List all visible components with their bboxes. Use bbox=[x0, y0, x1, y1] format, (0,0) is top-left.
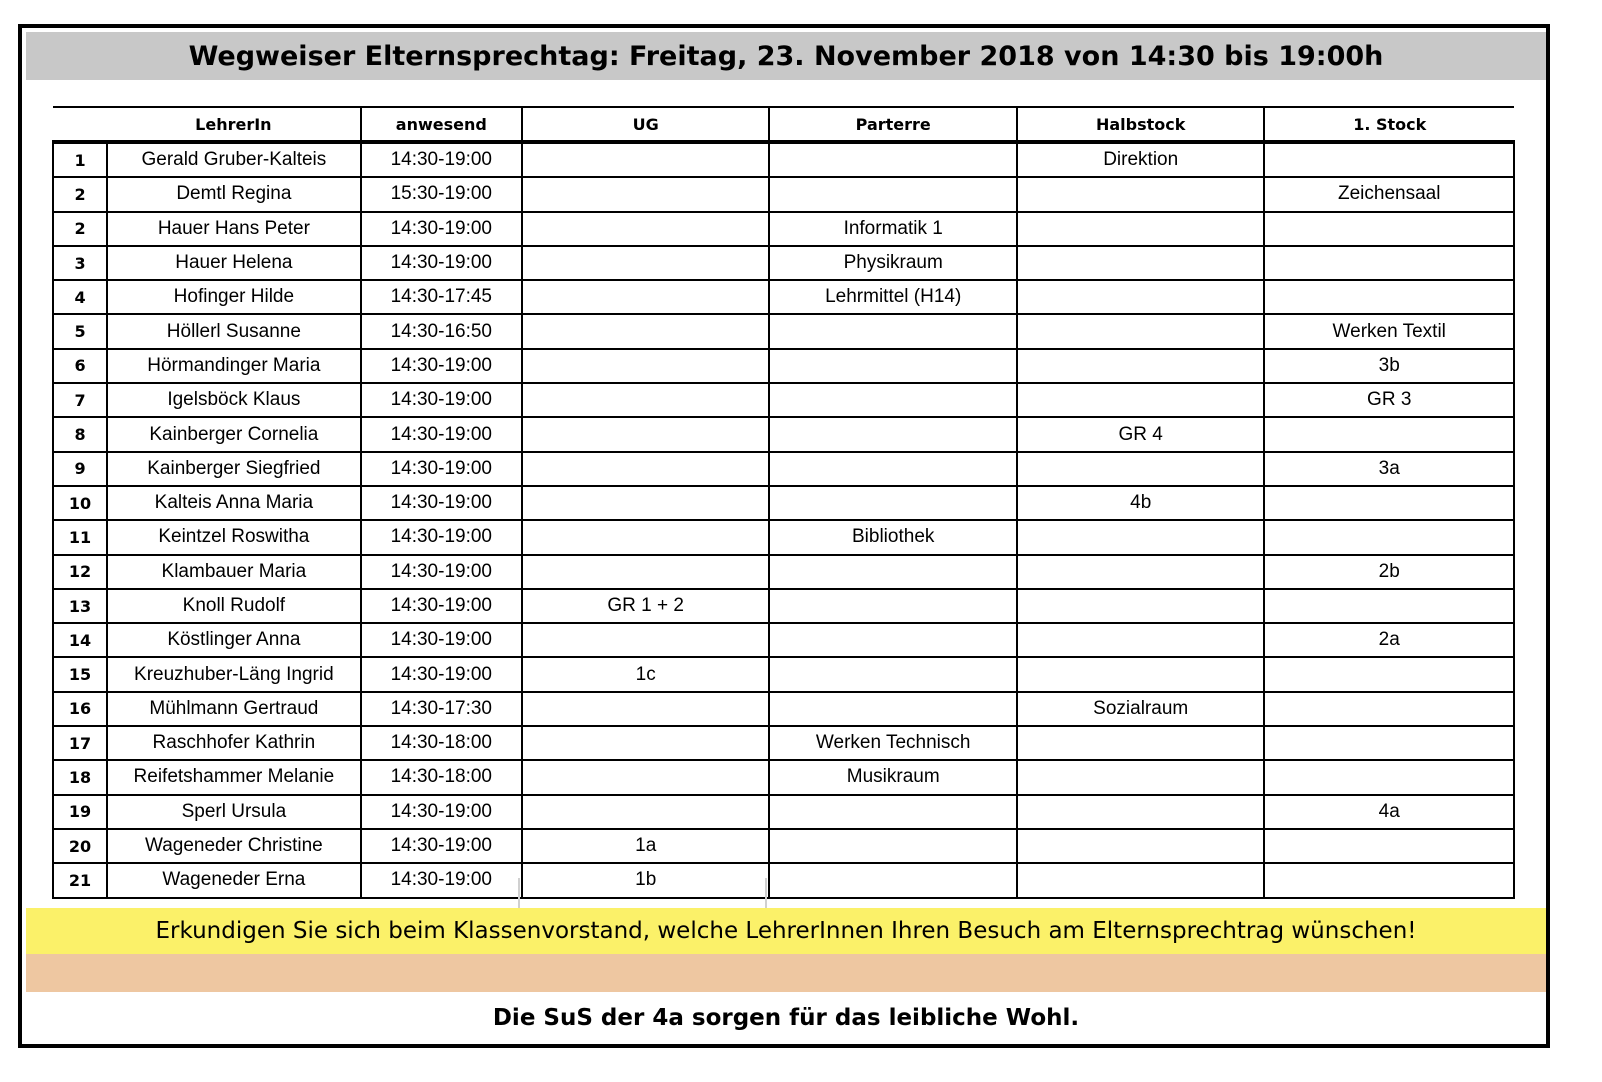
cell-parterre bbox=[769, 589, 1017, 623]
cell-nr: 4 bbox=[53, 280, 107, 314]
column-guide bbox=[765, 878, 767, 908]
cell-lehrerin: Demtl Regina bbox=[107, 177, 361, 211]
cell-nr: 5 bbox=[53, 314, 107, 348]
cell-lehrerin: Hörmandinger Maria bbox=[107, 349, 361, 383]
cell-halbstock bbox=[1017, 212, 1265, 246]
table-row bbox=[53, 212, 1514, 246]
cell-ug bbox=[522, 623, 770, 657]
cell-nr: 19 bbox=[53, 795, 107, 829]
table-row bbox=[53, 417, 1514, 451]
cell-lehrerin: Hauer Hans Peter bbox=[107, 212, 361, 246]
header-anwesend: anwesend bbox=[361, 107, 522, 142]
table-row bbox=[53, 452, 1514, 486]
cell-anwesend: 14:30-18:00 bbox=[361, 726, 522, 760]
cell-parterre bbox=[769, 142, 1017, 177]
cell-ug bbox=[522, 726, 770, 760]
cell-nr: 20 bbox=[53, 829, 107, 863]
cell-1-stock bbox=[1264, 657, 1514, 691]
cell-lehrerin: Raschhofer Kathrin bbox=[107, 726, 361, 760]
cell-halbstock: GR 4 bbox=[1017, 417, 1265, 451]
cell-parterre bbox=[769, 349, 1017, 383]
cell-ug bbox=[522, 177, 770, 211]
cell-lehrerin: Sperl Ursula bbox=[107, 795, 361, 829]
cell-ug bbox=[522, 212, 770, 246]
notice-banner bbox=[26, 908, 1546, 954]
cell-anwesend: 14:30-19:00 bbox=[361, 383, 522, 417]
cell-lehrerin: Kalteis Anna Maria bbox=[107, 486, 361, 520]
cell-halbstock bbox=[1017, 795, 1265, 829]
cell-halbstock bbox=[1017, 623, 1265, 657]
cell-anwesend: 14:30-19:00 bbox=[361, 657, 522, 691]
cell-ug bbox=[522, 555, 770, 589]
cell-parterre bbox=[769, 452, 1017, 486]
cell-parterre bbox=[769, 795, 1017, 829]
cell-halbstock bbox=[1017, 452, 1265, 486]
cell-nr: 10 bbox=[53, 486, 107, 520]
cell-halbstock bbox=[1017, 280, 1265, 314]
table-row bbox=[53, 760, 1514, 794]
cell-nr: 17 bbox=[53, 726, 107, 760]
header-lehrerin: LehrerIn bbox=[107, 107, 361, 142]
header-ug: UG bbox=[522, 107, 770, 142]
cell-lehrerin: Kainberger Cornelia bbox=[107, 417, 361, 451]
cell-lehrerin: Knoll Rudolf bbox=[107, 589, 361, 623]
cell-anwesend: 14:30-19:00 bbox=[361, 246, 522, 280]
cell-nr: 8 bbox=[53, 417, 107, 451]
cell-1-stock: 3a bbox=[1264, 452, 1514, 486]
cell-anwesend: 14:30-19:00 bbox=[361, 555, 522, 589]
cell-nr: 1 bbox=[53, 142, 107, 177]
cell-anwesend: 14:30-19:00 bbox=[361, 520, 522, 554]
cell-parterre: Informatik 1 bbox=[769, 212, 1017, 246]
cell-halbstock bbox=[1017, 349, 1265, 383]
cell-1-stock: 4a bbox=[1264, 795, 1514, 829]
cell-1-stock: Werken Textil bbox=[1264, 314, 1514, 348]
cell-lehrerin: Wageneder Erna bbox=[107, 863, 361, 897]
table-row bbox=[53, 246, 1514, 280]
cell-1-stock bbox=[1264, 142, 1514, 177]
cell-parterre bbox=[769, 314, 1017, 348]
cell-nr: 2 bbox=[53, 177, 107, 211]
cell-parterre: Bibliothek bbox=[769, 520, 1017, 554]
cell-lehrerin: Mühlmann Gertraud bbox=[107, 692, 361, 726]
cell-lehrerin: Igelsböck Klaus bbox=[107, 383, 361, 417]
cell-anwesend: 14:30-19:00 bbox=[361, 829, 522, 863]
footer-text: Die SuS der 4a sorgen für das leibliche Wohl. bbox=[492, 1005, 1080, 1031]
cell-lehrerin: Kreuzhuber-Läng Ingrid bbox=[107, 657, 361, 691]
cell-parterre: Lehrmittel (H14) bbox=[769, 280, 1017, 314]
cell-1-stock: Zeichensaal bbox=[1264, 177, 1514, 211]
cell-parterre: Musikraum bbox=[769, 760, 1017, 794]
cell-nr: 12 bbox=[53, 555, 107, 589]
cell-anwesend: 14:30-19:00 bbox=[361, 417, 522, 451]
cell-ug bbox=[522, 246, 770, 280]
title-bar bbox=[26, 32, 1546, 80]
table-row bbox=[53, 657, 1514, 691]
table-row bbox=[53, 589, 1514, 623]
cell-lehrerin: Köstlinger Anna bbox=[107, 623, 361, 657]
cell-anwesend: 15:30-19:00 bbox=[361, 177, 522, 211]
cell-parterre bbox=[769, 657, 1017, 691]
cell-nr: 2 bbox=[53, 212, 107, 246]
cell-anwesend: 14:30-16:50 bbox=[361, 314, 522, 348]
notice-text: Erkundigen Sie sich beim Klassenvorstand, welche LehrerInnen Ihren Besuch am Elternsprechtrag wünschen! bbox=[155, 918, 1417, 944]
cell-nr: 9 bbox=[53, 452, 107, 486]
cell-1-stock bbox=[1264, 486, 1514, 520]
cell-nr: 15 bbox=[53, 657, 107, 691]
header-nr bbox=[53, 107, 107, 142]
table-row bbox=[53, 520, 1514, 554]
cell-ug bbox=[522, 383, 770, 417]
document-frame bbox=[18, 24, 1550, 1048]
cell-1-stock bbox=[1264, 212, 1514, 246]
cell-parterre bbox=[769, 863, 1017, 897]
table-row bbox=[53, 486, 1514, 520]
cell-parterre bbox=[769, 486, 1017, 520]
cell-nr: 18 bbox=[53, 760, 107, 794]
table-header-row bbox=[53, 107, 1514, 142]
table-row bbox=[53, 555, 1514, 589]
color-band bbox=[26, 954, 1546, 992]
cell-anwesend: 14:30-19:00 bbox=[361, 452, 522, 486]
cell-1-stock bbox=[1264, 280, 1514, 314]
cell-halbstock: Direktion bbox=[1017, 142, 1265, 177]
cell-1-stock bbox=[1264, 246, 1514, 280]
cell-parterre bbox=[769, 829, 1017, 863]
cell-nr: 7 bbox=[53, 383, 107, 417]
cell-lehrerin: Hofinger Hilde bbox=[107, 280, 361, 314]
schedule-table bbox=[52, 106, 1515, 899]
cell-halbstock: Sozialraum bbox=[1017, 692, 1265, 726]
cell-ug: GR 1 + 2 bbox=[522, 589, 770, 623]
cell-1-stock: 2b bbox=[1264, 555, 1514, 589]
cell-lehrerin: Gerald Gruber-Kalteis bbox=[107, 142, 361, 177]
cell-1-stock bbox=[1264, 829, 1514, 863]
cell-1-stock bbox=[1264, 520, 1514, 554]
cell-anwesend: 14:30-18:00 bbox=[361, 760, 522, 794]
cell-halbstock bbox=[1017, 657, 1265, 691]
cell-ug: 1b bbox=[522, 863, 770, 897]
cell-1-stock bbox=[1264, 417, 1514, 451]
cell-anwesend: 14:30-19:00 bbox=[361, 795, 522, 829]
cell-parterre bbox=[769, 692, 1017, 726]
table-row bbox=[53, 177, 1514, 211]
cell-anwesend: 14:30-19:00 bbox=[361, 623, 522, 657]
cell-halbstock bbox=[1017, 520, 1265, 554]
table-row bbox=[53, 142, 1514, 177]
cell-parterre bbox=[769, 555, 1017, 589]
cell-ug bbox=[522, 417, 770, 451]
cell-halbstock bbox=[1017, 314, 1265, 348]
cell-ug bbox=[522, 142, 770, 177]
cell-halbstock bbox=[1017, 829, 1265, 863]
cell-parterre bbox=[769, 383, 1017, 417]
page-title: Wegweiser Elternsprechtag: Freitag, 23. November 2018 von 14:30 bis 19:00h bbox=[188, 40, 1384, 72]
footer bbox=[26, 996, 1546, 1040]
schedule-body bbox=[53, 142, 1514, 898]
cell-parterre bbox=[769, 623, 1017, 657]
cell-nr: 21 bbox=[53, 863, 107, 897]
cell-halbstock bbox=[1017, 177, 1265, 211]
cell-anwesend: 14:30-17:45 bbox=[361, 280, 522, 314]
cell-nr: 6 bbox=[53, 349, 107, 383]
cell-anwesend: 14:30-17:30 bbox=[361, 692, 522, 726]
table-row bbox=[53, 692, 1514, 726]
cell-ug bbox=[522, 314, 770, 348]
cell-1-stock bbox=[1264, 692, 1514, 726]
cell-ug bbox=[522, 520, 770, 554]
cell-lehrerin: Kainberger Siegfried bbox=[107, 452, 361, 486]
cell-1-stock: GR 3 bbox=[1264, 383, 1514, 417]
cell-1-stock: 2a bbox=[1264, 623, 1514, 657]
cell-halbstock bbox=[1017, 726, 1265, 760]
table-row bbox=[53, 863, 1514, 897]
cell-parterre bbox=[769, 417, 1017, 451]
cell-nr: 11 bbox=[53, 520, 107, 554]
cell-1-stock bbox=[1264, 863, 1514, 897]
header-1-stock: 1. Stock bbox=[1264, 107, 1514, 142]
cell-halbstock bbox=[1017, 589, 1265, 623]
table-row bbox=[53, 795, 1514, 829]
cell-parterre bbox=[769, 177, 1017, 211]
cell-nr: 14 bbox=[53, 623, 107, 657]
cell-1-stock: 3b bbox=[1264, 349, 1514, 383]
cell-anwesend: 14:30-19:00 bbox=[361, 863, 522, 897]
cell-parterre: Physikraum bbox=[769, 246, 1017, 280]
cell-ug bbox=[522, 452, 770, 486]
cell-anwesend: 14:30-19:00 bbox=[361, 142, 522, 177]
cell-ug bbox=[522, 486, 770, 520]
cell-anwesend: 14:30-19:00 bbox=[361, 212, 522, 246]
cell-anwesend: 14:30-19:00 bbox=[361, 486, 522, 520]
header-halbstock: Halbstock bbox=[1017, 107, 1265, 142]
cell-nr: 13 bbox=[53, 589, 107, 623]
cell-1-stock bbox=[1264, 589, 1514, 623]
cell-halbstock bbox=[1017, 863, 1265, 897]
cell-ug bbox=[522, 280, 770, 314]
cell-ug bbox=[522, 692, 770, 726]
cell-lehrerin: Hauer Helena bbox=[107, 246, 361, 280]
cell-ug bbox=[522, 349, 770, 383]
cell-anwesend: 14:30-19:00 bbox=[361, 349, 522, 383]
cell-nr: 3 bbox=[53, 246, 107, 280]
cell-lehrerin: Reifetshammer Melanie bbox=[107, 760, 361, 794]
cell-halbstock bbox=[1017, 760, 1265, 794]
header-parterre: Parterre bbox=[769, 107, 1017, 142]
table-row bbox=[53, 314, 1514, 348]
cell-halbstock bbox=[1017, 555, 1265, 589]
cell-ug bbox=[522, 760, 770, 794]
cell-ug bbox=[522, 795, 770, 829]
cell-lehrerin: Klambauer Maria bbox=[107, 555, 361, 589]
table-row bbox=[53, 349, 1514, 383]
table-row bbox=[53, 383, 1514, 417]
cell-ug: 1a bbox=[522, 829, 770, 863]
cell-lehrerin: Höllerl Susanne bbox=[107, 314, 361, 348]
cell-halbstock bbox=[1017, 246, 1265, 280]
table-row bbox=[53, 623, 1514, 657]
cell-anwesend: 14:30-19:00 bbox=[361, 589, 522, 623]
cell-nr: 16 bbox=[53, 692, 107, 726]
table-row bbox=[53, 726, 1514, 760]
cell-ug: 1c bbox=[522, 657, 770, 691]
table-row bbox=[53, 280, 1514, 314]
cell-lehrerin: Wageneder Christine bbox=[107, 829, 361, 863]
cell-halbstock bbox=[1017, 383, 1265, 417]
column-guide bbox=[518, 878, 520, 908]
cell-1-stock bbox=[1264, 760, 1514, 794]
cell-halbstock: 4b bbox=[1017, 486, 1265, 520]
cell-parterre: Werken Technisch bbox=[769, 726, 1017, 760]
table-row bbox=[53, 829, 1514, 863]
cell-1-stock bbox=[1264, 726, 1514, 760]
cell-lehrerin: Keintzel Roswitha bbox=[107, 520, 361, 554]
